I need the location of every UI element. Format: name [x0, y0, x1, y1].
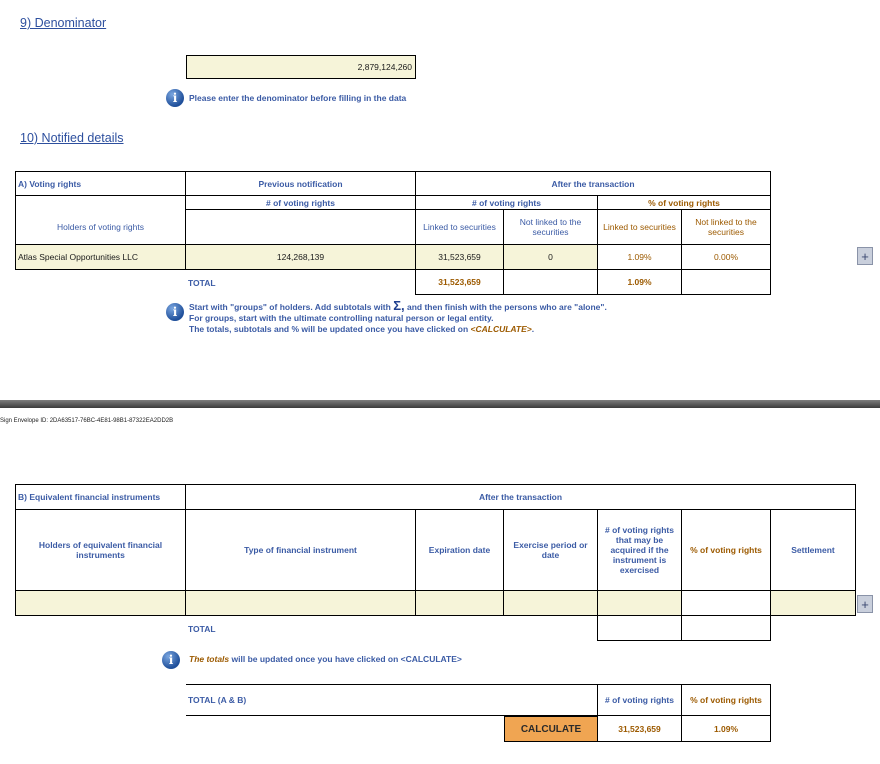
notified-details-title[interactable]: 10) Notified details: [20, 131, 124, 145]
exercise-period-header: Exercise period or date: [503, 509, 598, 591]
num-rights-acquired-header: # of voting rights that may be acquired if the instrument is exercised: [597, 509, 682, 591]
linked-value-cell[interactable]: 31,523,659: [415, 244, 504, 270]
instruments-pct-header: % of voting rights: [681, 509, 771, 591]
instrument-holder-cell[interactable]: [15, 590, 186, 616]
instruments-after-transaction-header: After the transaction: [185, 484, 856, 510]
info-icon: i: [162, 651, 180, 669]
instrument-settlement-cell[interactable]: [770, 590, 856, 616]
denominator-input[interactable]: 2,879,124,260: [186, 55, 416, 79]
expiration-date-header: Expiration date: [415, 509, 504, 591]
pct-not-linked-value-cell: 0.00%: [681, 244, 771, 270]
not-linked-value-cell[interactable]: 0: [503, 244, 598, 270]
instrument-exercise-cell[interactable]: [503, 590, 598, 616]
voting-total-linked: 31,523,659: [415, 269, 504, 295]
instrument-num-rights-cell[interactable]: [597, 590, 682, 616]
calculate-button[interactable]: CALCULATE: [504, 716, 598, 742]
instruments-info-text: The totals will be updated once you have clicked on <CALCULATE>: [189, 654, 462, 664]
pct-linked-securities-header: Linked to securities: [597, 209, 682, 245]
envelope-id: Sign Envelope ID: 2DA63517-76BC-4E81-98B1-87322EA2DD2B: [0, 418, 174, 424]
info-icon: i: [166, 89, 184, 107]
add-instrument-row-button[interactable]: +: [857, 595, 873, 613]
sigma-icon: Σ,: [393, 298, 405, 313]
add-voting-row-button[interactable]: +: [857, 247, 873, 265]
instrument-expiration-cell[interactable]: [415, 590, 504, 616]
instrument-type-cell[interactable]: [185, 590, 416, 616]
type-instrument-header: Type of financial instrument: [185, 509, 416, 591]
not-linked-securities-header: Not linked to the securities: [503, 209, 598, 245]
pct-not-linked-securities-header: Not linked to the securities: [681, 209, 771, 245]
pct-linked-value-cell: 1.09%: [597, 244, 682, 270]
total-ab-num-header: # of voting rights: [597, 684, 682, 716]
voting-rights-section-label: A) Voting rights: [15, 171, 186, 196]
instruments-total-num: [597, 615, 682, 641]
num-voting-rights-after-header: # of voting rights: [415, 196, 598, 210]
info-icon: i: [166, 303, 184, 321]
settlement-header: Settlement: [770, 509, 856, 591]
previous-value-cell[interactable]: 124,268,139: [185, 244, 416, 270]
after-transaction-header: After the transaction: [415, 171, 771, 196]
holders-of-voting-rights-header: Holders of voting rights: [15, 209, 186, 245]
voting-total-not-linked: [503, 269, 598, 295]
instrument-pct-cell: [681, 590, 771, 616]
page-divider: [0, 400, 880, 408]
voting-total-pct-not-linked: [681, 269, 771, 295]
instruments-total-label: TOTAL: [188, 623, 216, 634]
denominator-info-text: Please enter the denominator before filling in the data: [189, 93, 407, 103]
voting-total-pct: 1.09%: [597, 269, 682, 295]
total-ab-pct-header: % of voting rights: [681, 684, 771, 716]
total-ab-label: TOTAL (A & B): [188, 695, 247, 705]
previous-spacer: [185, 209, 416, 245]
instruments-section-label: B) Equivalent financial instruments: [15, 484, 186, 510]
total-ab-pct-value: 1.09%: [681, 715, 771, 742]
instruments-total-pct: [681, 615, 771, 641]
voting-info-text: Start with "groups" of holders. Add subtotals with Σ, and then finish with the persons who are "alone". For groups, start with the ultimate controlling natural person or legal entity. The totals, subtotals and % will be updated once you have clicked on <CALCULATE>.: [189, 298, 607, 334]
total-ab-num-value: 31,523,659: [597, 715, 682, 742]
num-voting-rights-previous-header: # of voting rights: [185, 196, 416, 210]
holder-name-cell[interactable]: Atlas Special Opportunities LLC: [15, 244, 186, 270]
pct-voting-rights-header: % of voting rights: [597, 196, 771, 210]
denominator-title[interactable]: 9) Denominator: [20, 16, 107, 30]
linked-securities-header: Linked to securities: [415, 209, 504, 245]
previous-notification-header: Previous notification: [185, 171, 416, 196]
voting-total-label: TOTAL: [188, 277, 216, 288]
holders-equivalent-header: Holders of equivalent financial instruments: [15, 509, 186, 591]
holders-spacer: [15, 196, 186, 210]
